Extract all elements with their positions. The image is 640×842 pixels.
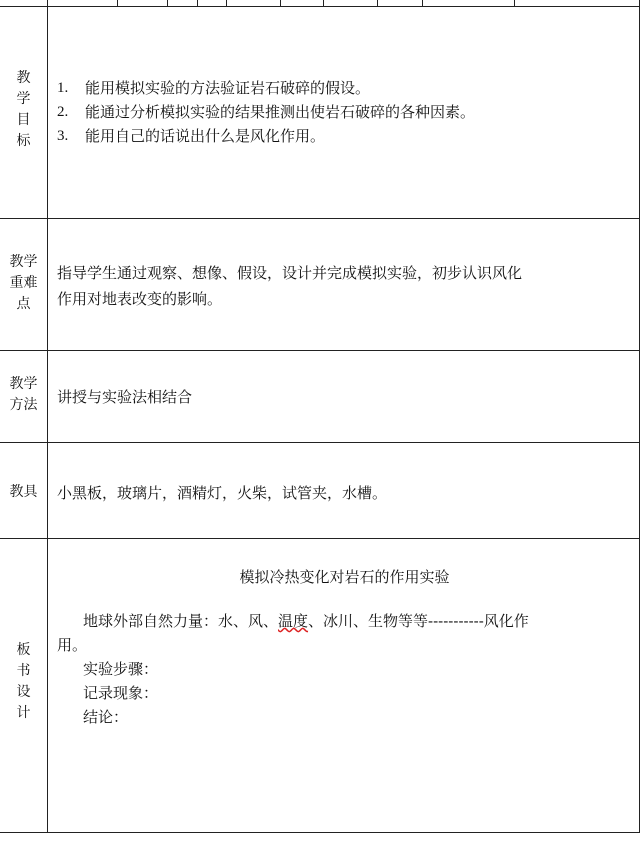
label-char: 目 [16, 112, 31, 128]
goal-item [57, 124, 632, 148]
key-points-line: 作用对地表改变的影响。 [57, 290, 223, 308]
goal-item [57, 100, 632, 124]
row-divider [0, 442, 640, 443]
tools-content: 小黑板，玻璃片，酒精灯，火柴，试管夹，水槽。 [57, 484, 388, 502]
goal-number: 2. [57, 104, 69, 120]
board-text: 、冰川、生物等等-----------风化作 [308, 612, 529, 630]
board-text-marked: 温度 [278, 612, 309, 630]
goal-text: 能通过分析模拟实验的结果推测出使岩石破碎的各种因素。 [85, 103, 476, 121]
label-char: 重难 [9, 275, 38, 291]
row-divider [0, 832, 640, 833]
label-char: 板 [16, 642, 31, 658]
goal-number: 1. [57, 80, 69, 96]
label-char: 设 [16, 684, 31, 700]
label-char: 教具 [9, 484, 38, 500]
row-divider [0, 218, 640, 219]
key-points-content [57, 260, 632, 312]
goal-number: 3. [57, 128, 69, 144]
board-line [57, 609, 632, 633]
board-label [0, 640, 47, 724]
goal-item [57, 76, 632, 100]
key-points-label [0, 252, 47, 315]
label-char: 标 [16, 133, 31, 149]
label-char: 教学 [9, 376, 38, 392]
column-divider [47, 0, 48, 832]
board-title: 模拟冷热变化对岩石的作用实验 [239, 568, 450, 586]
goal-text: 能用自己的话说出什么是风化作用。 [85, 127, 326, 145]
board-content [57, 565, 632, 729]
label-char: 学 [16, 91, 31, 107]
label-char: 点 [16, 296, 31, 312]
goal-text: 能用模拟实验的方法验证岩石破碎的假设。 [85, 79, 371, 97]
row-divider [0, 350, 640, 351]
board-conclusion: 结论： [83, 708, 129, 726]
goals-content [57, 76, 632, 148]
label-char: 计 [16, 705, 31, 721]
method-content: 讲授与实验法相结合 [57, 388, 193, 406]
board-record: 记录现象： [83, 684, 159, 702]
label-char: 方法 [9, 397, 38, 413]
label-char: 教学 [9, 254, 38, 270]
tools-label [0, 482, 47, 503]
board-text: 地球外部自然力量：水、风、 [83, 612, 279, 630]
key-points-line: 指导学生通过观察、想像、假设，设计并完成模拟实验，初步认识风化 [57, 264, 523, 282]
board-steps: 实验步骤： [83, 660, 159, 678]
row-divider [0, 6, 640, 7]
method-label [0, 374, 47, 416]
goals-label [0, 68, 47, 152]
label-char: 书 [16, 663, 31, 679]
board-line: 用。 [57, 636, 88, 654]
label-char: 教 [16, 70, 31, 86]
row-divider [0, 538, 640, 539]
